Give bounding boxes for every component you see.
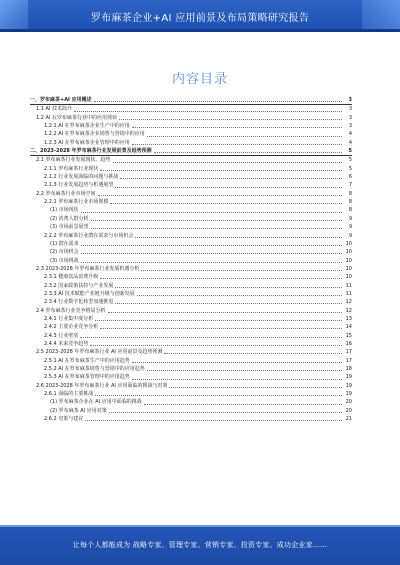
toc-leader-dots	[94, 100, 342, 102]
toc-leader-dots	[147, 135, 342, 137]
toc-page-number: 17	[345, 349, 352, 356]
toc-entry-text: (2) 消费人群分析	[50, 215, 89, 222]
toc-entry[interactable]	[30, 373, 352, 381]
footer-slogan: 让每个人都能成为 战略专家、管理专家、营销专家、投资专家、成功企业家……	[72, 541, 328, 549]
toc-entry[interactable]	[30, 173, 352, 181]
footer-top-line	[0, 525, 400, 527]
toc-entry-text: (1) 市场现状	[50, 207, 79, 214]
toc-leader-dots	[81, 244, 342, 246]
toc-leader-dots	[132, 378, 342, 380]
toc-page-number: 5	[348, 148, 352, 155]
toc-entry[interactable]	[30, 273, 352, 281]
toc-entry[interactable]	[30, 407, 352, 415]
toc-entry[interactable]	[30, 357, 352, 365]
toc-entry-text: (1) 潜在需求	[50, 240, 79, 247]
toc-heading: 内容目录	[171, 72, 228, 87]
toc-leader-dots	[81, 211, 342, 213]
toc-entry-text: 2.3.1 健康饮品消费升级	[44, 274, 99, 281]
toc-page-number: 3	[348, 114, 352, 121]
toc-leader-dots	[132, 361, 342, 363]
toc-page-number: 16	[345, 340, 352, 347]
toc-page-number: 8	[348, 190, 352, 197]
toc-entry[interactable]	[30, 307, 352, 315]
toc-entry-text: (3) 市场挑战	[50, 257, 79, 264]
toc-entry-text: 2.6.2 对策与建议	[44, 416, 84, 423]
toc-entry-text: 2.2.1 罗布麻茶行业市场规模	[44, 199, 109, 206]
toc-page-number: 4	[348, 131, 352, 138]
toc-entry[interactable]	[30, 130, 352, 138]
toc-page-number: 19	[345, 382, 352, 389]
toc-page-number: 13	[345, 315, 352, 322]
toc-entry-text: 2.3 2023-2028 年罗布麻茶行业发展机遇分析	[36, 265, 140, 272]
toc-entry-text: (2) 市场机会	[50, 249, 79, 256]
toc-page-number: 12	[345, 299, 352, 306]
toc-leader-dots	[132, 143, 342, 145]
toc-page-number: 18	[345, 366, 352, 372]
toc-leader-dots	[110, 202, 342, 204]
toc-entry-text: 2.5 2023-2028 年罗布麻茶行业 AI 应用前景及趋势预测	[36, 349, 163, 356]
toc-entry-text: 2.3.4 行业数字化转型加速推进	[44, 299, 114, 306]
toc-leader-dots	[100, 277, 342, 279]
toc-entry[interactable]	[30, 298, 352, 306]
toc-entry-text: 2.4.2 主要企业竞争分析	[44, 324, 99, 331]
toc-page-number: 9	[348, 224, 352, 231]
header-underline	[0, 29, 400, 32]
toc-entry-text: (1) 罗布麻茶企业在 AI 应用中面临的挑战	[50, 399, 142, 406]
toc-entry-text: 2.2 罗布麻茶行业市场空间	[36, 190, 96, 197]
toc-page-number: 3	[348, 97, 352, 103]
toc-entry-text: 2.1 罗布麻茶行业发展现状、趋势	[36, 157, 111, 164]
toc-leader-dots	[81, 261, 342, 263]
toc-entry-text: 一、罗布麻茶+AI 应用概述	[30, 97, 92, 103]
toc-entry[interactable]	[30, 415, 352, 423]
toc-leader-dots	[115, 302, 342, 304]
toc-entry-text: 2.1.1 罗布麻茶行业现状	[44, 165, 99, 172]
toc-leader-dots	[95, 319, 342, 321]
toc-leader-dots	[95, 394, 342, 396]
document-header	[0, 0, 400, 32]
toc-entry[interactable]	[30, 156, 352, 164]
toc-page-number: 7	[348, 182, 352, 189]
toc-page-number: 9	[348, 232, 352, 239]
toc-leader-dots	[91, 219, 342, 221]
toc-page-number: 5	[348, 157, 352, 164]
toc-entry-text: 1.2.1 AI 在罗布麻茶企业生产中的应用	[44, 123, 130, 130]
toc-leader-dots	[115, 186, 342, 188]
toc-page-number: 20	[345, 407, 352, 414]
toc-entry-text: 二、2023-2028 年罗布麻茶行业发展前景及趋势预测	[30, 148, 152, 155]
toc-leader-dots	[119, 118, 342, 120]
toc-entry-text: 2.4.4 未来竞争趋势	[44, 340, 89, 347]
toc-entry[interactable]	[30, 315, 352, 323]
toc-entry[interactable]	[30, 190, 352, 198]
toc-leader-dots	[113, 161, 342, 163]
toc-entry-text: 2.3.2 国家政策扶持与产业发展	[44, 282, 114, 289]
toc-page-number: 19	[345, 391, 352, 398]
toc-page-number: 8	[348, 199, 352, 206]
toc-entry-text: 2.3.3 AI 技术赋能产业链升级与创新发展	[44, 290, 135, 297]
toc-page-number: 11	[345, 282, 352, 289]
toc-entry-text: 2.5.3 AI 在罗布麻茶管理中的应用趋势	[44, 374, 130, 381]
toc-leader-dots	[81, 252, 342, 254]
toc-leader-dots	[74, 110, 342, 112]
toc-entry[interactable]	[30, 382, 352, 390]
toc-entry-text: 1.2.2 AI 在罗布麻茶企业销售与营销中的应用	[44, 131, 145, 138]
toc-page-number: 21	[345, 416, 352, 423]
toc-leader-dots	[100, 169, 342, 171]
toc-page-number: 3	[348, 123, 352, 130]
toc-page-number: 10	[345, 265, 352, 272]
toc-leader-dots	[169, 386, 342, 388]
toc-entry[interactable]	[30, 206, 352, 214]
toc-entry[interactable]	[30, 290, 352, 298]
toc-entry-text: 1.2.3 AI 在罗布麻茶企业管理中的应用	[44, 139, 130, 146]
toc-leader-dots	[98, 194, 342, 196]
toc-entry[interactable]	[30, 122, 352, 130]
toc-entry[interactable]	[30, 332, 352, 340]
toc-leader-dots	[141, 269, 342, 271]
toc-entry-text: 2.5.2 AI 在罗布麻茶销售与营销中的应用趋势	[44, 366, 145, 372]
toc-entry[interactable]	[30, 165, 352, 173]
toc-entry[interactable]	[30, 232, 352, 240]
toc-leader-dots	[109, 411, 342, 413]
toc-page-number: 3	[348, 106, 352, 113]
toc-entry[interactable]	[30, 223, 352, 231]
document-footer	[0, 525, 400, 565]
toc-entry[interactable]	[30, 323, 352, 331]
toc-entry[interactable]	[30, 265, 352, 273]
toc-leader-dots	[135, 236, 342, 238]
toc-entry[interactable]	[30, 181, 352, 189]
toc-page-number: 4	[348, 139, 352, 146]
toc-entry-text: 2.6.1 面临的主要挑战	[44, 391, 94, 398]
toc-entry[interactable]	[30, 340, 352, 348]
toc-page-number: 6	[348, 174, 352, 181]
toc-entry-text: 2.4.1 行业集中度分析	[44, 315, 94, 322]
toc-leader-dots	[154, 151, 342, 153]
toc-entry[interactable]	[30, 282, 352, 290]
toc-page-number: 10	[345, 274, 352, 281]
toc-page-number: 19	[345, 374, 352, 381]
toc-entry[interactable]	[30, 365, 352, 373]
toc-leader-dots	[115, 286, 342, 288]
toc-page-number: 5	[348, 165, 352, 172]
toc-page-number: 11	[345, 290, 352, 297]
toc-leader-dots	[91, 227, 342, 229]
document-title: 罗布麻茶企业+AI 应用前景及布局策略研究报告	[90, 13, 310, 24]
toc-entry-text: 1.1 AI 技术简介	[36, 106, 73, 113]
toc-entry-text: 2.6 2023-2028 年罗布麻茶行业 AI 应用面临的挑战与对策	[36, 382, 168, 389]
toc-entry[interactable]	[30, 96, 352, 105]
toc-entry-text: 2.5.1 AI 在罗布麻茶生产中的应用趋势	[44, 357, 130, 364]
toc-leader-dots	[147, 369, 342, 371]
toc-entry[interactable]	[30, 139, 352, 147]
toc-page-number: 15	[345, 332, 352, 339]
toc-leader-dots	[80, 336, 342, 338]
toc-entry[interactable]	[30, 215, 352, 223]
toc-entry-text: 2.1.3 行业发展趋势与机遇展望	[44, 182, 114, 189]
toc-leader-dots	[90, 344, 342, 346]
toc-entry[interactable]	[30, 147, 352, 156]
toc-page-number: 12	[345, 307, 352, 314]
toc-entry-text: (3) 市场前景展望	[50, 224, 89, 231]
toc-leader-dots	[100, 327, 342, 329]
toc-entry[interactable]	[30, 114, 352, 122]
toc-leader-dots	[144, 403, 342, 405]
toc-entry[interactable]	[30, 105, 352, 113]
toc-leader-dots	[164, 352, 342, 354]
toc-page-number: 14	[345, 324, 352, 331]
toc-entry-text: 2.2.2 罗布麻茶行业潜在需求与市场机会	[44, 232, 134, 239]
toc-leader-dots	[137, 294, 342, 296]
toc-leader-dots	[108, 311, 342, 313]
toc-entry[interactable]	[30, 248, 352, 256]
toc-entry[interactable]	[30, 198, 352, 206]
toc-entry-text: 2.4 罗布麻茶行业竞争格局分析	[36, 307, 106, 314]
toc-page-number: 10	[345, 257, 352, 264]
toc-entry[interactable]	[30, 257, 352, 265]
toc-page-number: 20	[345, 399, 352, 406]
toc-page-number: 17	[345, 357, 352, 364]
toc-entry[interactable]	[30, 398, 352, 406]
toc-entry[interactable]	[30, 348, 352, 356]
toc-page-number: 10	[345, 249, 352, 256]
toc-leader-dots	[120, 177, 342, 179]
toc-entry-text: (2) 罗布麻茶 AI 应用对策	[50, 407, 107, 414]
toc-entry-text: 2.1.2 行业发展面临的问题与挑战	[44, 174, 119, 181]
toc-entry[interactable]	[30, 240, 352, 248]
toc-page-number: 9	[348, 215, 352, 222]
table-of-contents	[30, 96, 352, 423]
toc-leader-dots	[85, 419, 342, 421]
toc-entry-text: 1.2 AI 在罗布麻茶行业中的应用现状	[36, 114, 118, 121]
toc-entry[interactable]	[30, 390, 352, 398]
toc-entry-text: 2.4.3 行业壁垒	[44, 332, 79, 339]
toc-leader-dots	[132, 126, 342, 128]
toc-page-number: 8	[348, 207, 352, 214]
toc-page-number: 10	[345, 240, 352, 247]
